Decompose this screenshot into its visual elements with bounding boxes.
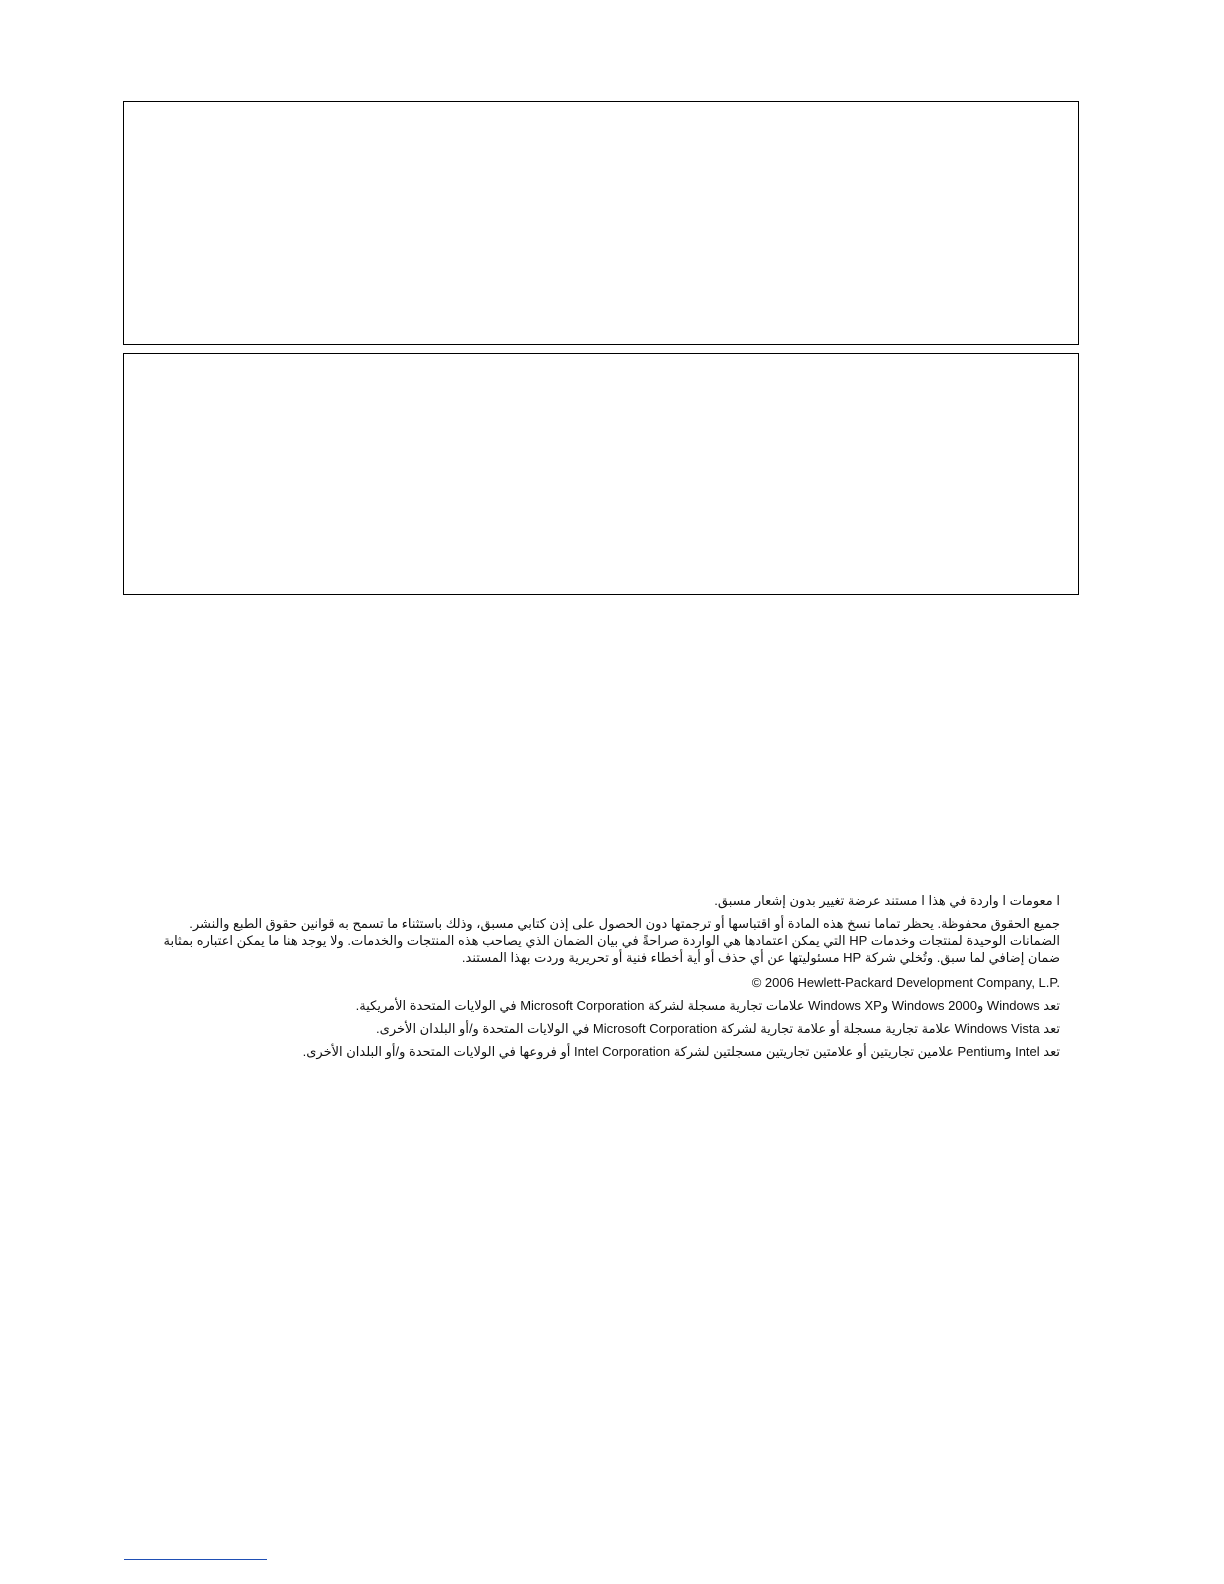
trademark-windows-line: تعد Windows وWindows 2000 وWindows XP علامات تجارية مسجلة لشركة Microsoft Corporation في الولايات المتحدة الأمريكية.	[355, 998, 1060, 1013]
copyright-line: © 2006 Hewlett-Packard Development Company, L.P.	[751, 975, 1060, 990]
notice-change-line: ا معومات ا واردة في هذا ا مستند عرضة تغيير بدون إشعار مسبق.	[714, 893, 1060, 908]
trademark-intel-line: تعد Intel وPentium علامين تجاريتين أو علامتين تجاريتين مسجلتين لشركة Intel Corporation أو فروعها في الولايات المتحدة و/أو البلدان الأخرى.	[302, 1044, 1060, 1059]
empty-frame-bottom	[123, 353, 1079, 595]
trademark-vista-line: تعد Windows Vista علامة تجارية مسجلة أو علامة تجارية لشركة Microsoft Corporation في الولايات المتحدة و/أو البلدان الأخرى.	[376, 1021, 1060, 1036]
footnote-rule	[124, 1559, 267, 1560]
empty-frame-top	[123, 101, 1079, 345]
notice-rights-paragraph: جميع الحقوق محفوظة. يحظر تماما نسخ هذه المادة أو اقتباسها أو ترجمتها دون الحصول على إذن كتابي مسبق، وذلك باستثناء ما تسمح به قوانين حقوق الطبع والنشر. الضمانات الوحيدة لمنتجات وخدمات HP التي يمكن اعتمادها هي الواردة صراحةً في بيان الضمان الذي يصاحب هذه المنتجات والخدمات. ولا يوجد هنا ما يمكن اعتباره بمثابة ضمان إضافي لما سبق. وتُخلي شركة HP مسئوليتها عن أي حذف أو أية أخطاء فنية أو تحريرية وردت بهذا المستند.	[163, 916, 1060, 965]
legal-notice	[140, 892, 1060, 1066]
